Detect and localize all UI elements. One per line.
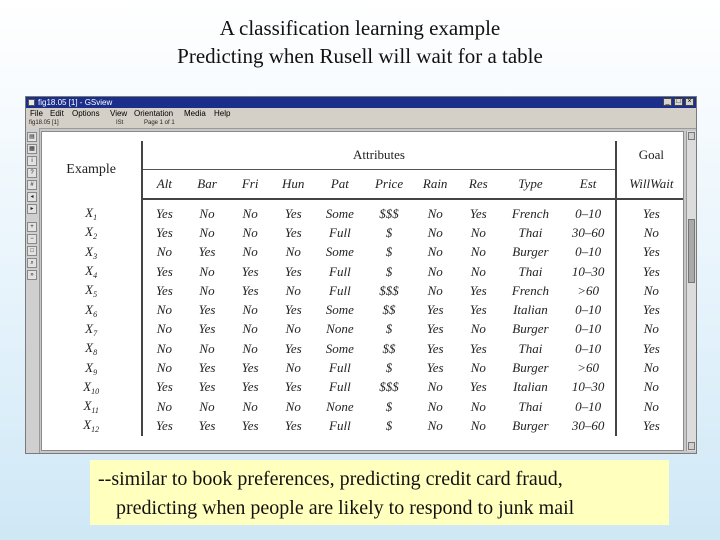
table-cell: 0–10 [575,302,602,318]
table-body [41,199,684,436]
goal-cell: Yes [616,300,684,319]
table-cell: No [470,360,486,376]
example-id [41,300,142,319]
goal-cell: Yes [616,199,684,223]
table-cell: Yes [469,340,487,356]
info-icon[interactable]: i [27,156,37,166]
table-cell: No [199,340,215,356]
table-cell: Yes [198,302,216,318]
table-cell: Full [329,263,351,279]
example-id [41,243,142,262]
goal-cell: Yes [616,262,684,281]
table-cell: Yes [155,224,173,240]
table-cell: 10–30 [571,379,605,395]
document-page [41,131,684,451]
table-cell: No [470,244,486,260]
table-cell: No [199,398,215,414]
table-cell: $$$ [379,282,399,298]
table-cell: Some [325,205,354,221]
example-id [41,199,142,223]
example-index: 12 [91,425,100,435]
table-cell: Burger [512,321,549,337]
table-cell: 0–10 [575,205,602,221]
table-cell: Yes [426,340,444,356]
menu-bar [26,108,696,119]
table-cell: Burger [512,417,549,433]
example-id [41,281,142,300]
example-id [41,223,142,242]
table-cell: Yes [155,263,173,279]
table-cell: Burger [512,360,549,376]
search-icon[interactable]: ⌕ [27,258,37,268]
table-cell: 0–10 [575,321,602,337]
example-letter: X [85,282,94,298]
gsview-window [25,96,697,454]
table-cell: Yes [284,417,302,433]
col-header: Pat [315,170,365,200]
table-cell: Some [325,244,354,260]
table-cell: Yes [426,302,444,318]
table-row [41,358,684,377]
search-next-icon[interactable]: » [27,270,37,280]
vertical-scrollbar[interactable] [686,131,696,451]
table-cell: Yes [426,360,444,376]
goal-cell: Yes [616,416,684,435]
example-index: 9 [93,367,98,377]
table-cell: $ [385,244,393,260]
table-cell: No [427,224,443,240]
table-cell: Yes [469,379,487,395]
table-cell: Yes [284,263,302,279]
open-icon[interactable]: ▤ [27,132,37,142]
table-cell: $ [385,360,393,376]
table-cell: No [199,282,215,298]
table-row [41,416,684,435]
table-cell: Yes [469,205,487,221]
table-cell: Full [329,360,351,376]
table-cell: $ [385,263,393,279]
col-header: Price [365,170,413,200]
table-cell: $$$ [379,379,399,395]
goal-cell: No [616,223,684,242]
table-cell: No [427,398,443,414]
table-cell: No [242,302,258,318]
scroll-thumb[interactable] [688,219,695,283]
table-cell: No [470,417,486,433]
table-cell: No [242,321,258,337]
menu-help[interactable]: Help [214,109,231,118]
menu-orientation[interactable]: Orientation [134,109,174,118]
table-cell: Italian [513,379,548,395]
table-cell: Some [325,302,354,318]
example-letter: X [85,204,94,220]
status-bar [26,119,696,129]
table-row [41,339,684,358]
table-cell: Yes [155,417,173,433]
table-cell: Thai [518,224,543,240]
table-cell: Some [325,340,354,356]
col-header: Bar [185,170,228,200]
example-letter: X [85,359,94,375]
table-cell: 0–10 [575,398,602,414]
table-cell: $ [385,321,393,337]
minimize-button[interactable]: _ [663,98,672,106]
app-icon [28,99,35,106]
example-id [41,262,142,281]
table-cell: Yes [198,244,216,260]
table-cell: Thai [518,340,543,356]
table-row [41,281,684,300]
table-row [41,397,684,416]
table-cell: Yes [241,360,259,376]
table-cell: Yes [284,224,302,240]
col-header: Type [499,170,561,200]
table-cell: No [156,321,172,337]
table-cell: Yes [284,205,302,221]
table-cell: Yes [241,379,259,395]
table-row [41,320,684,339]
table-cell: Full [329,417,351,433]
goal-cell: No [616,378,684,397]
table-cell: Yes [241,417,259,433]
status-file: fig18.05 [1] [29,120,59,126]
scroll-down-icon[interactable] [688,442,695,450]
col-header: Est [562,170,616,200]
table-cell: No [285,360,301,376]
scroll-up-icon[interactable] [688,132,695,140]
table-cell: Yes [155,282,173,298]
slide-title-line1: A classification learning example [219,16,501,40]
table-row [41,243,684,262]
table-cell: Yes [198,379,216,395]
table-cell: No [199,205,215,221]
table-cell: Yes [241,263,259,279]
menu-media[interactable]: Media [184,109,206,118]
window-titlebar [26,97,696,108]
zoom-out-icon[interactable]: − [27,234,37,244]
example-index: 10 [91,386,100,396]
table-cell: None [326,321,354,337]
table-cell: No [156,360,172,376]
example-index: 8 [93,348,98,358]
table-cell: $ [385,417,393,433]
table-cell: None [326,398,354,414]
table-cell: 30–60 [571,417,605,433]
table-cell: No [156,302,172,318]
example-letter: X [85,320,94,336]
table-cell: 30–60 [571,224,605,240]
caption-box [90,460,669,525]
goal-col-header: WillWait [616,170,684,200]
table-cell: No [427,282,443,298]
table-cell: Yes [241,282,259,298]
example-index: 4 [93,271,98,281]
next-page-icon[interactable]: ▸ [27,204,37,214]
table-cell: French [511,205,549,221]
example-id [41,416,142,435]
table-cell: No [285,282,301,298]
table-cell: No [242,244,258,260]
example-id [41,320,142,339]
table-cell: Yes [198,360,216,376]
example-letter: X [83,417,92,433]
col-header: Rain [413,170,457,200]
status-size: ISt [116,120,124,126]
status-page-info: Page 1 of 1 [144,120,175,126]
example-letter: X [85,224,94,240]
table-cell: No [242,224,258,240]
slide-title [0,14,720,70]
example-id [41,339,142,358]
table-row [41,199,684,223]
menu-options[interactable]: Options [72,109,100,118]
table-cell: No [242,398,258,414]
table-cell: Thai [518,398,543,414]
goal-cell: Yes [616,243,684,262]
table-cell: Yes [469,282,487,298]
table-cell: $$ [382,340,396,356]
goal-cell: No [616,397,684,416]
col-header: Alt [142,170,185,200]
caption-line2: predicting when people are likely to respond to junk mail [116,497,575,519]
goal-cell: No [616,358,684,377]
maximize-button[interactable]: □ [674,98,683,106]
table-cell: No [242,205,258,221]
table-cell: Yes [198,321,216,337]
table-cell: Yes [284,340,302,356]
table-cell: No [427,379,443,395]
example-index: 1 [93,212,98,222]
table-cell: $ [385,398,393,414]
table-cell: Full [329,224,351,240]
table-row [41,378,684,397]
table-cell: No [427,244,443,260]
table-cell: 10–30 [571,263,605,279]
example-id [41,378,142,397]
close-button[interactable]: × [685,98,694,106]
table-cell: 0–10 [575,244,602,260]
table-cell: Yes [284,379,302,395]
example-id [41,397,142,416]
caption-line1: --similar to book preferences, predicting credit card fraud, [98,468,563,490]
example-id [41,358,142,377]
table-cell: No [285,321,301,337]
table-row [41,300,684,319]
table-cell: Yes [198,417,216,433]
menu-edit[interactable]: Edit [50,109,64,118]
table-cell: No [199,224,215,240]
table-cell: No [427,263,443,279]
table-cell: No [427,205,443,221]
table-cell: French [511,282,549,298]
table-cell: No [285,244,301,260]
example-index: 3 [93,251,98,261]
table-cell: No [242,340,258,356]
table-cell: No [285,398,301,414]
example-letter: X [85,263,94,279]
table-cell: Full [329,379,351,395]
goal-header: Goal [616,141,684,170]
table-cell: No [156,244,172,260]
table-cell: Thai [518,263,543,279]
table-cell: No [470,224,486,240]
fit-icon[interactable]: □ [27,246,37,256]
table-cell: Yes [155,379,173,395]
menu-file[interactable]: File [30,109,43,118]
example-index: 2 [93,232,98,242]
window-title: fig18.05 [1] - GSview [38,98,113,107]
goal-cell: Yes [616,339,684,358]
example-letter: X [85,301,94,317]
table-row [41,262,684,281]
slide-title-line2: Predicting when Rusell will wait for a table [177,44,543,68]
examples-table [41,141,684,436]
table-cell: No [156,398,172,414]
table-cell: >60 [577,282,599,298]
example-index: 5 [93,290,98,300]
zoom-in-icon[interactable]: + [27,222,37,232]
goal-cell: No [616,320,684,339]
table-cell: Burger [512,244,549,260]
table-cell: Yes [284,302,302,318]
table-cell: No [427,417,443,433]
example-letter: X [85,243,94,259]
table-cell: 0–10 [575,340,602,356]
table-cell: No [470,321,486,337]
table-cell: $ [385,224,393,240]
table-cell: No [156,340,172,356]
example-index: 6 [93,309,98,319]
table-cell: >60 [577,360,599,376]
table-row [41,223,684,242]
table-cell: $$$ [379,205,399,221]
table-cell: No [470,263,486,279]
attributes-header: Attributes [142,141,615,170]
example-letter: X [85,340,94,356]
col-header: Hun [272,170,315,200]
goal-cell: No [616,281,684,300]
table-cell: No [470,398,486,414]
goto-page-icon[interactable]: # [27,180,37,190]
example-letter: X [83,398,92,414]
table-cell: Yes [469,302,487,318]
prev-page-icon[interactable]: ◂ [27,192,37,202]
example-letter: X [83,378,92,394]
col-header: Res [457,170,499,200]
toolbar-vertical [26,128,40,453]
table-cell: Full [329,282,351,298]
help-icon[interactable]: ? [27,168,37,178]
table-cell: Italian [513,302,548,318]
table-cell: Yes [155,205,173,221]
example-index: 11 [91,406,99,416]
col-header: Fri [229,170,272,200]
table-cell: Yes [426,321,444,337]
example-index: 7 [93,328,98,338]
example-header: Example [41,141,142,199]
print-icon[interactable]: ▦ [27,144,37,154]
table-cell: No [199,263,215,279]
menu-view[interactable]: View [110,109,128,118]
table-cell: $$ [382,302,396,318]
